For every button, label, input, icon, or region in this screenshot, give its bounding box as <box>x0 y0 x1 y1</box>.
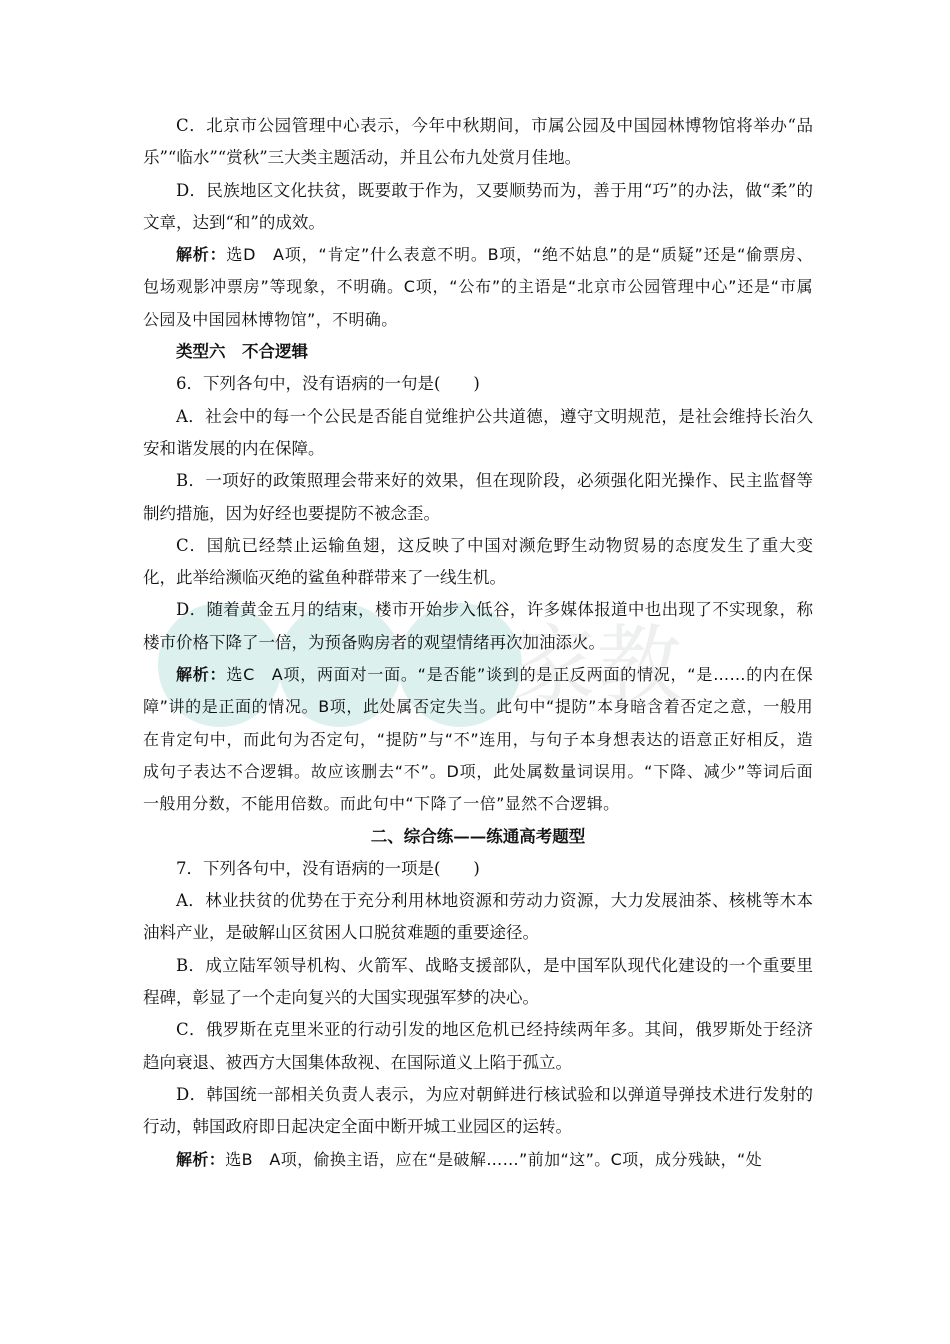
analysis-label: 解析： <box>176 1149 226 1169</box>
option-c-prev: C．北京市公园管理中心表示，今年中秋期间，市属公园及中国园林博物馆将举办“品乐”“临水”“赏秋”三大类主题活动，并且公布九处赏月佳地。 <box>143 116 813 168</box>
option-d-prev: D．民族地区文化扶贫，既要敢于作为，又要顺势而为，善于用“巧”的办法，做“柔”的文章，达到“和”的成效。 <box>143 180 813 232</box>
question-7-option-d: D．韩国统一部相关负责人表示，为应对朝鲜进行核试验和以弹道导弹技术进行发射的行动，韩国政府即日起决定全面中断开城工业园区的运转。 <box>143 1084 813 1137</box>
analysis-label: 解析： <box>176 245 227 265</box>
question-6-option-b: B．一项好的政策照理会带来好的效果，但在现阶段，必须强化阳光操作、民主监督等制约措施，因为好经也要提防不被念歪。 <box>143 471 813 523</box>
analysis-7 <box>143 1144 813 1176</box>
question-7-option-a: A．林业扶贫的优势在于充分利用林地资源和劳动力资源，大力发展油茶、核桃等木本油料产业，是破解山区贫困人口脱贫难题的重要途径。 <box>143 891 813 943</box>
document-page <box>143 110 813 1176</box>
question-7-option-c: C．俄罗斯在克里米亚的行动引发的地区危机已经持续两年多。其间，俄罗斯处于经济趋向衰退、被西方大国集体敌视、在国际道义上陷于孤立。 <box>143 1020 813 1072</box>
analysis-text: 选D A项，“肯定”什么表意不明。B项，“绝不姑息”的是“质疑”还是“偷票房、包场观影冲票房”等现象，不明确。C项，“公布”的主语是“北京市公园管理中心”还是“市属公园及中国园林博物馆”，不明确。 <box>143 245 813 329</box>
question-7: 7．下列各句中，没有语病的一项是( ) <box>176 858 480 878</box>
question-6-option-c: C．国航已经禁止运输鱼翅，这反映了中国对濒危野生动物贸易的态度发生了重大变化，此举给濒临灭绝的鲨鱼种群带来了一线生机。 <box>143 535 813 588</box>
analysis-6 <box>143 659 813 820</box>
question-6: 6．下列各句中，没有语病的一句是( ) <box>176 374 480 394</box>
type-six-heading: 类型六 不合逻辑 <box>176 342 308 362</box>
question-7-option-b: B．成立陆军领导机构、火箭军、战略支援部队，是中国军队现代化建设的一个重要里程碑，彰显了一个走向复兴的大国实现强军梦的决心。 <box>143 955 813 1008</box>
analysis-label: 解析： <box>176 665 227 685</box>
watermark-text: 家教 <box>510 616 682 716</box>
analysis-text: 选B A项，偷换主语，应在“是破解……”前加“这”。C项，成分残缺，“处 <box>225 1149 763 1169</box>
analysis-5 <box>143 239 813 336</box>
analysis-text: 选C A项，两面对一面。“是否能”谈到的是正反两面的情况，“是……的内在保障”讲的是正面的情况。B项，此处属否定失当。此句中“提防”本身暗含着否定之意，一般用在肯定句中，而此句为否定句，“提防”与“不”连用，与句子本身想表达的语意正好相反，造成句子表达不合逻辑。故应该删去“不”。D项，此处属数量词误用。“下降、减少”等词后面一般用分数，不能用倍数。而此句中“下降了一倍”显然不合逻辑。 <box>143 665 813 814</box>
section-two-heading: 二、综合练——练通高考题型 <box>370 826 586 846</box>
question-6-option-a: A．社会中的每一个公民是否能自觉维护公共道德，遵守文明规范，是社会维持长治久安和谐发展的内在保障。 <box>143 406 813 458</box>
question-6-option-d: D．随着黄金五月的结束，楼市开始步入低谷，许多媒体报道中也出现了不实现象，称楼市价格下降了一倍，为预备购房者的观望情绪再次加油添火。 <box>143 600 813 652</box>
